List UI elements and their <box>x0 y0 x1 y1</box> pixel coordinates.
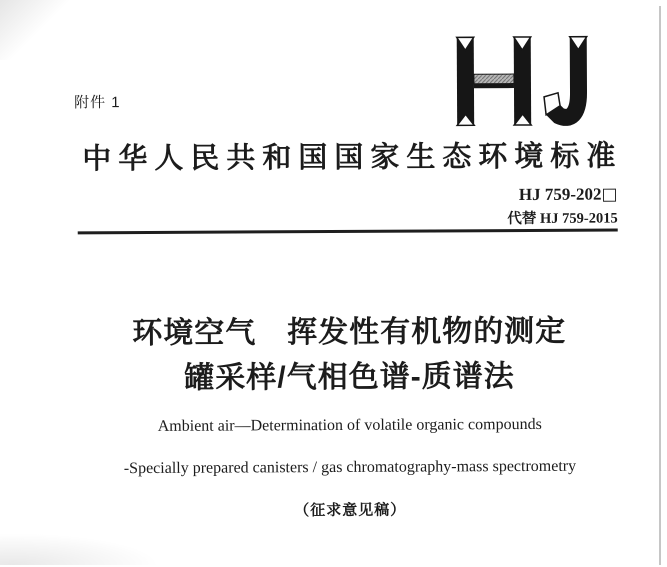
document-title-cn-line2: 罐采样/气相色谱-质谱法 <box>184 360 515 395</box>
document-title-en-line2: -Specially prepared canisters / gas chromatography-mass spectrometry <box>123 457 577 478</box>
scan-shade-bottom-left <box>0 533 160 565</box>
year-placeholder-box: □ <box>601 184 618 205</box>
hj-logo-text <box>454 35 465 46</box>
attachment-label: 附件 1 <box>74 94 121 112</box>
scan-shade-top-left <box>0 0 70 60</box>
standard-heading: 中华人民共和国国家生态环境标准 <box>82 140 623 176</box>
hj-logo-graphic <box>454 35 605 132</box>
hj-logo <box>454 35 605 132</box>
document-title-en-line1: Ambient air—Determination of volatile organic compounds <box>157 415 542 435</box>
replaces-note: 代替 HJ 759-2015 <box>507 210 618 228</box>
standard-number-text: HJ 759-202 <box>518 184 602 205</box>
document-title-cn-line1: 环境空气 挥发性有机物的测定 <box>132 314 567 351</box>
draft-status-note: （征求意见稿） <box>294 501 407 520</box>
page-edge-line <box>659 6 661 565</box>
standard-number <box>317 185 617 207</box>
header-rule-divider <box>78 229 618 234</box>
document-title-cn <box>76 308 622 401</box>
